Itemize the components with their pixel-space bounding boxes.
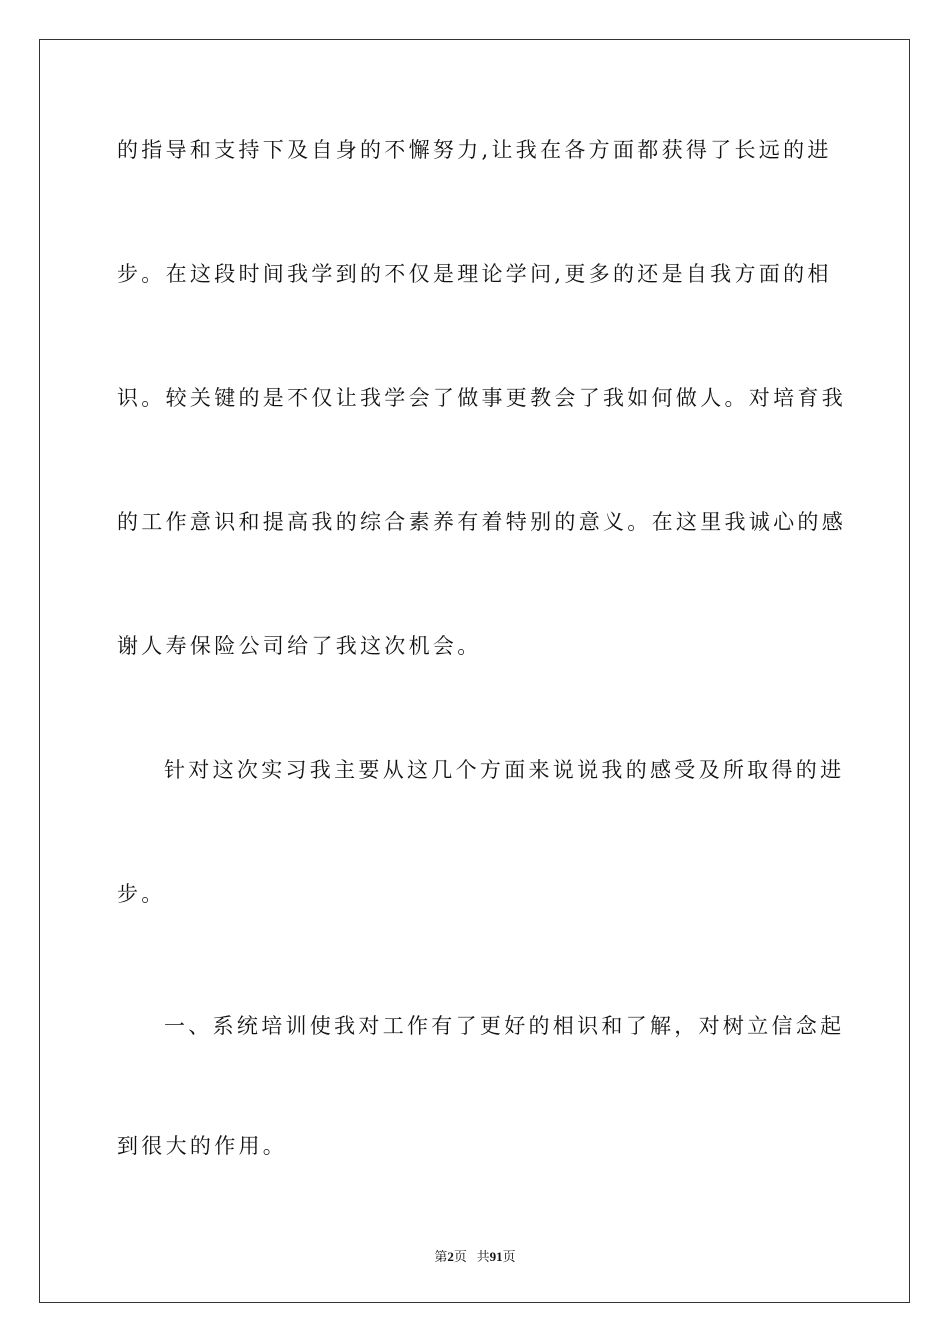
paragraph-line: 识。较关键的是不仅让我学会了做事更教会了我如何做人。对培育我 — [117, 386, 846, 410]
page-border — [39, 39, 910, 1303]
page-prefix: 第 — [434, 1249, 448, 1264]
page-number: 2 — [447, 1249, 454, 1264]
paragraph-line: 的指导和支持下及自身的不懈努力,让我在各方面都获得了长远的进 — [117, 138, 832, 162]
total-pages: 91 — [489, 1249, 503, 1264]
paragraph-line: 步。在这段时间我学到的不仅是理论学问,更多的还是自我方面的相 — [117, 262, 832, 286]
paragraph-line: 谢人寿保险公司给了我这次机会。 — [117, 634, 482, 658]
total-suffix: 页 — [502, 1249, 516, 1264]
total-prefix: 共 — [476, 1249, 490, 1264]
page-suffix: 页 — [453, 1249, 467, 1264]
page-footer — [0, 1248, 950, 1266]
paragraph-line: 步。 — [117, 882, 166, 906]
paragraph-line: 到很大的作用。 — [117, 1134, 288, 1158]
paragraph-line: 一、系统培训使我对工作有了更好的相识和了解，对树立信念起 — [164, 1014, 845, 1038]
paragraph-line: 针对这次实习我主要从这几个方面来说说我的感受及所取得的进 — [164, 758, 845, 782]
paragraph-line: 的工作意识和提高我的综合素养有着特别的意义。在这里我诚心的感 — [117, 510, 846, 534]
